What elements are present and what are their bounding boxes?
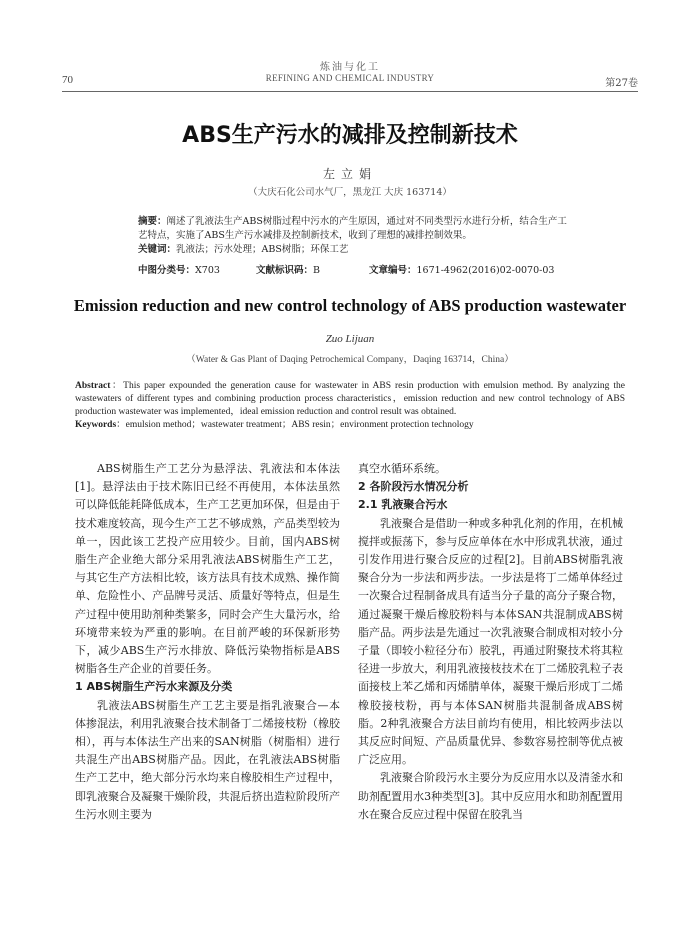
doc-code-value: B	[313, 265, 320, 276]
article-title-cn: ABS生产污水的减排及控制新技术	[182, 123, 518, 148]
abstract-cn-text: 阐述了乳液法生产ABS树脂过程中污水的产生原因，通过对不同类型污水进行分析，结合生产工艺特点，实施了ABS生产污水减排及控制新技术，收到了理想的减排控制效果。	[138, 216, 567, 241]
keywords-cn-text: 乳液法；污水处理；ABS树脂；环保工艺	[176, 244, 349, 255]
doc-code	[256, 262, 320, 276]
section-heading-1: 1 ABS树脂生产污水来源及分类	[75, 680, 233, 694]
abstract-en-text: ：This paper expounded the generation cause for wastewater in ABS resin production with emulsion method. By analyzing the wastewaters of different types and combining production process characteristics，emission reduction and new control technology of ABS production wastewater was implemented，ideal emission reduction and control result was obtained.	[75, 381, 625, 417]
article-number-value: 1671-4962(2016)02-0070-03	[416, 265, 555, 276]
affiliation-en: （Water & Gas Plant of Daqing Petrochemical Company，Daqing 163714，China）	[186, 355, 514, 365]
body-paragraph: 乳液聚合是借助一种或多种乳化剂的作用，在机械搅拌或振荡下，参与反应单体在水中形成乳状液，通过引发作用进行聚合反应的过程[2]。目前ABS树脂乳液聚合分为一步法和两步法。一步法是将丁二烯单体经过一次聚合过程制备成具有适当分子量的高分子聚合物，通过凝聚干燥后橡胶粉料与本体SAN共混制成ABS树脂产品。两步法是先通过一次乳液聚合制成相对较小分子量（即较小粒径分布）胶乳，再通过附聚技术将其粒径进一步放大，利用乳液接枝技术在丁二烯胶乳粒子表面接枝上苯乙烯和丙烯腈单体，凝聚干燥后形成丁二烯橡胶接枝粉，再与本体SAN树脂共混制备成ABS树脂。2种乳液聚合方法目前均有使用，相比较两步法以其反应时间短、产品质量优异、参数容易控制等优点被广泛应用。	[358, 516, 623, 767]
body-paragraph: 乳液聚合阶段污水主要分为反应用水以及清釜水和助剂配置用水3种类型[3]。其中反应用水和助剂配置用水在聚合反应过程中保留在胶乳当	[358, 771, 623, 821]
abstract-en-label: Abstract	[75, 381, 111, 391]
author-en: Zuo Lijuan	[325, 333, 375, 345]
abstract-en	[75, 380, 625, 419]
class-code-value: X703	[195, 265, 220, 276]
journal-title-cn: 炼油与化工	[320, 62, 380, 73]
author-cn: 左立娟	[322, 167, 377, 181]
class-code-label: 中图分类号：	[138, 265, 196, 276]
body-paragraph: 乳液法ABS树脂生产工艺主要是指乳液聚合—本体掺混法，利用乳液聚合技术制备丁二烯接枝粉（橡胶相），再与本体法生产出来的SAN树脂（树脂相）进行共混生产出ABS树脂产品。因此，在乳液法ABS树脂生产工艺中，绝大部分污水均来自橡胶相生产过程中，即乳液聚合及凝聚干燥阶段，共混后挤出造粒阶段所产生污水则主要为	[75, 698, 340, 821]
abstract-cn	[138, 215, 568, 243]
keywords-cn	[138, 243, 568, 257]
subsection-heading-2-1: 2.1 乳液聚合污水	[358, 498, 448, 512]
body-paragraph: ABS树脂生产工艺分为悬浮法、乳液法和本体法[1]。悬浮法由于技术陈旧已经不再使用，本体法虽然可以降低能耗降低成本，生产工艺更加环保，但是由于技术难度较高，现今生产工艺不够成熟，产品类型较为单一，因此该工艺投产应用较少。目前，国内ABS树脂生产企业绝大部分采用乳液法ABS树脂生产工艺，与其它生产方法相比较，该方法具有技术成熟、操作简单、危险性小、产品牌号灵活、质量好等特点，但是生产过程中使用助剂种类繁多，同时会产生大量污水，给环境带来较为严重的影响。在目前严峻的环保新形势下，减少ABS生产污水排放、降低污染物指标是ABS树脂各生产企业的首要任务。	[75, 462, 340, 676]
doc-code-label: 文献标识码：	[256, 265, 314, 276]
volume-label: 第27卷	[605, 78, 638, 89]
article-number-label: 文章编号：	[369, 265, 417, 276]
article-number	[369, 262, 554, 276]
keywords-en	[75, 419, 625, 432]
section-heading-2: 2 各阶段污水情况分析	[358, 480, 469, 494]
keywords-en-text: ：emulsion method；wastewater treatment；ABS resin；environment protection technology	[116, 420, 474, 430]
page-number: 70	[62, 74, 73, 86]
article-title-en: Emission reduction and new control technology of ABS production wastewater	[73, 296, 627, 315]
journal-title-en: REFINING AND CHEMICAL INDUSTRY	[265, 73, 435, 83]
affiliation-cn: （大庆石化公司水气厂，黑龙江 大庆 163714）	[248, 187, 452, 198]
keywords-cn-label: 关键词：	[138, 244, 177, 255]
keywords-en-label: Keywords	[75, 420, 117, 430]
header-rule	[62, 91, 638, 92]
body-column-right	[358, 460, 623, 824]
body-paragraph-continued: 真空水循环系统。	[358, 462, 446, 475]
body-column-left	[75, 460, 340, 824]
abstract-cn-label: 摘要：	[138, 216, 167, 227]
class-code	[138, 262, 220, 276]
